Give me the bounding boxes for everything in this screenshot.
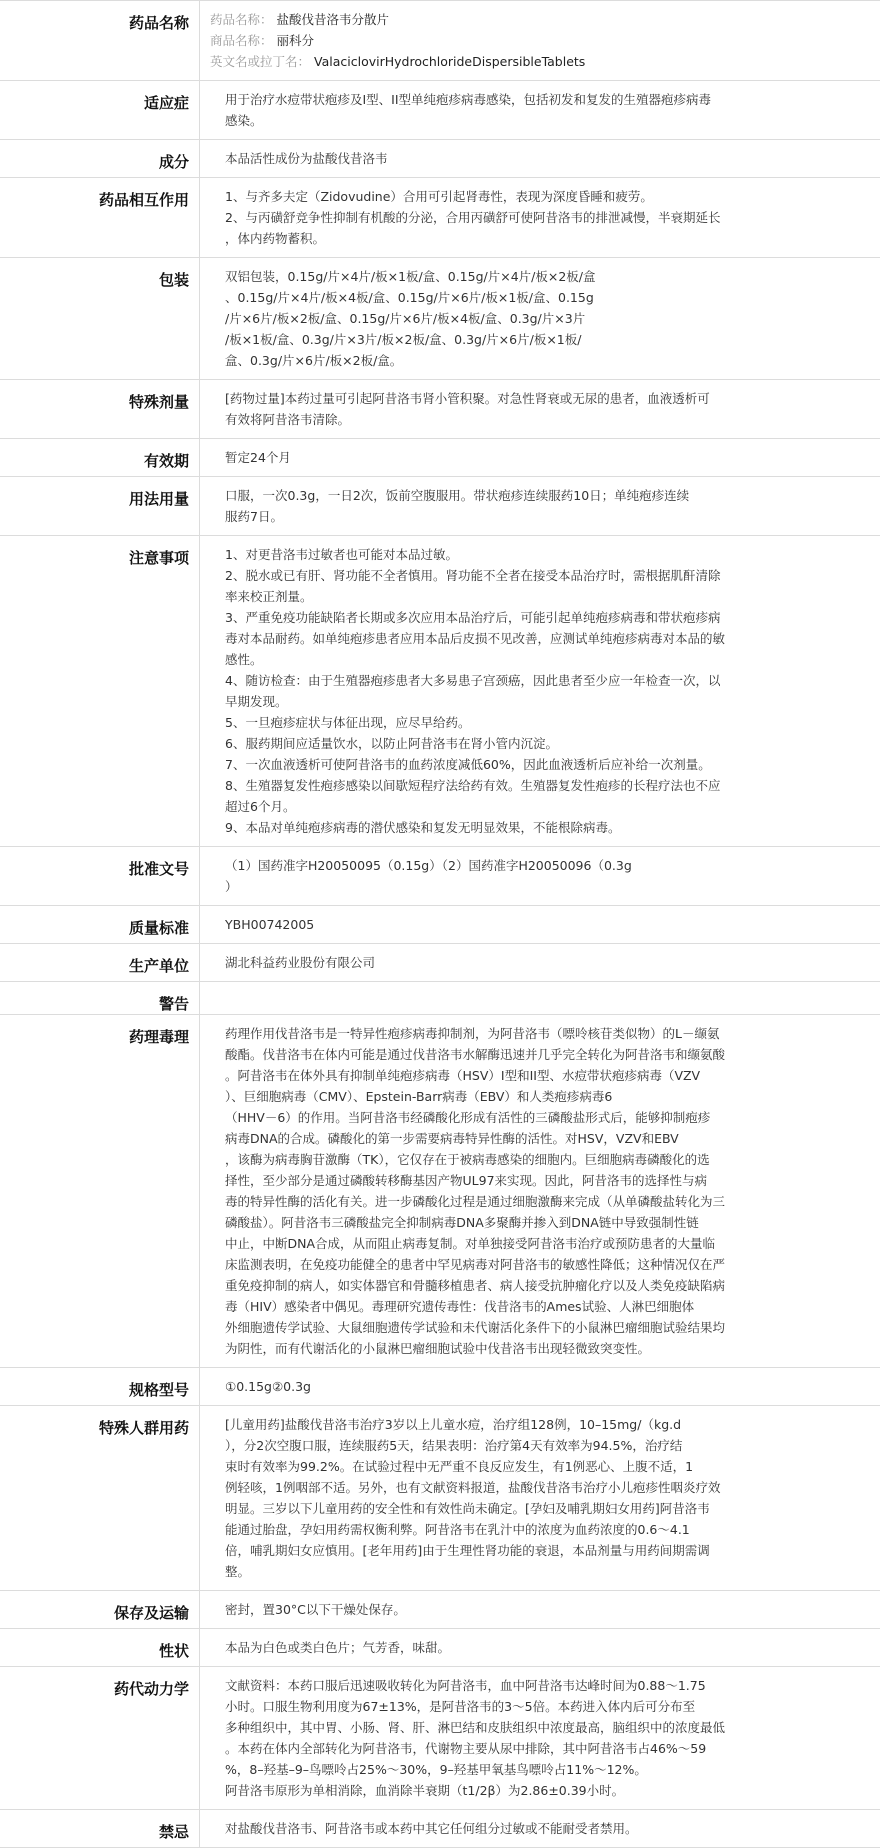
text-line: [儿童用药]盐酸伐昔洛韦治疗3岁以上儿童水痘，治疗组128例，10–15mg/（kg.d bbox=[225, 1417, 682, 1432]
text-line: ），分2次空腹口服，连续服药5天，结果表明：治疗第4天有效率为94.5%，治疗结 bbox=[225, 1438, 683, 1453]
text-line: 。阿昔洛韦在体外具有抑制单纯疱疹病毒（HSV）I型和II型、水痘带状疱疹病毒（VZV bbox=[225, 1068, 701, 1083]
text-line: （HHV－6）的作用。当阿昔洛韦经磷酸化形成有活性的三磷酸盐形式后，能够抑制疱疹 bbox=[225, 1110, 711, 1125]
english-name-value: ValaciclovirHydrochlorideDispersibleTablets bbox=[314, 54, 586, 69]
text-line: 病毒DNA的合成。磷酸化的第一步需要病毒特异性酶的活性。对HSV，VZV和EBV bbox=[225, 1131, 679, 1146]
row-label: 特殊人群用药 bbox=[0, 1406, 200, 1590]
row-section bbox=[0, 380, 880, 439]
row-value bbox=[200, 536, 880, 846]
row-label: 注意事项 bbox=[0, 536, 200, 846]
text-line: 9、本品对单纯疱疹病毒的潜伏感染和复发无明显效果，不能根除病毒。 bbox=[225, 820, 621, 835]
row-section bbox=[0, 906, 880, 944]
text-line: 磷酸盐）。阿昔洛韦三磷酸盐完全抑制病毒DNA多聚酶并掺入到DNA链中导致强制性链 bbox=[225, 1215, 699, 1230]
row-label: 质量标准 bbox=[0, 906, 200, 943]
text-line: 8、生殖器复发性疱疹感染以间歇短程疗法给药有效。生殖器复发性疱疹的长程疗法也不应 bbox=[225, 778, 721, 793]
row-label: 生产单位 bbox=[0, 944, 200, 981]
text-line: 感性。 bbox=[225, 652, 263, 667]
row-value bbox=[200, 477, 880, 535]
row-label: 用法用量 bbox=[0, 477, 200, 535]
row-value bbox=[200, 178, 880, 257]
row-value bbox=[200, 906, 880, 943]
text-line: /板×1板/盒、0.3g/片×3片/板×2板/盒、0.3g/片×6片/板×1板/ bbox=[225, 332, 582, 347]
text-line: 。本药在体内全部转化为阿昔洛韦，代谢物主要从尿中排除，其中阿昔洛韦占46%～59 bbox=[225, 1741, 707, 1756]
text-line: 暂定24个月 bbox=[225, 450, 291, 465]
row-value bbox=[200, 140, 880, 177]
text-line: 毒对本品耐药。如单纯疱疹患者应用本品后皮损不见改善，应测试单纯疱疹病毒对本品的敏 bbox=[225, 631, 726, 646]
row-label: 保存及运输 bbox=[0, 1591, 200, 1628]
row-label: 规格型号 bbox=[0, 1368, 200, 1405]
generic-name-key: 药品名称： bbox=[210, 12, 273, 27]
text-line: ①0.15g②0.3g bbox=[225, 1379, 311, 1394]
text-line: 阿昔洛韦原形为单相消除，血消除半衰期（t1/2β）为2.86±0.39小时。 bbox=[225, 1783, 625, 1798]
row-value bbox=[200, 1, 880, 80]
trade-name-key: 商品名称： bbox=[210, 33, 273, 48]
row-label: 药品名称 bbox=[0, 1, 200, 80]
text-line: 湖北科益药业股份有限公司 bbox=[225, 955, 376, 970]
text-line: [药物过量]本药过量可引起阿昔洛韦肾小管积聚。对急性肾衰或无尿的患者，血液透析可 bbox=[225, 391, 710, 406]
row-label: 性状 bbox=[0, 1629, 200, 1666]
text-line: 盒、0.3g/片×6片/板×2板/盒。 bbox=[225, 353, 403, 368]
row-value bbox=[200, 944, 880, 981]
text-line: 密封，置30°C以下干燥处保存。 bbox=[225, 1602, 406, 1617]
text-line: 重免疫抑制的病人，如实体器官和骨髓移植患者、病人接受抗肿瘤化疗以及人类免疫缺陷病 bbox=[225, 1278, 726, 1293]
row-label: 成分 bbox=[0, 140, 200, 177]
text-line: 药理作用伐昔洛韦是一特异性疱疹病毒抑制剂，为阿昔洛韦（嘌呤核苷类似物）的L－缬氨 bbox=[225, 1026, 720, 1041]
row-section bbox=[0, 81, 880, 140]
section-rows bbox=[0, 81, 880, 1848]
row-section bbox=[0, 178, 880, 258]
text-line: 1、对更昔洛韦过敏者也可能对本品过敏。 bbox=[225, 547, 458, 562]
text-line: 1、与齐多夫定（Zidovudine）合用可引起肾毒性，表现为深度昏睡和疲劳。 bbox=[225, 189, 653, 204]
row-label: 批准文号 bbox=[0, 847, 200, 905]
text-line: 有效将阿昔洛韦清除。 bbox=[225, 412, 351, 427]
text-line: 用于治疗水痘带状疱疹及I型、II型单纯疱疹病毒感染，包括初发和复发的生殖器疱疹病毒 bbox=[225, 92, 712, 107]
text-line: 早期发现。 bbox=[225, 694, 288, 709]
trade-name-line bbox=[210, 30, 800, 51]
text-line: 、0.15g/片×4片/板×4板/盒、0.15g/片×6片/板×1板/盒、0.15g bbox=[225, 290, 594, 305]
text-line: 多种组织中，其中胃、小肠、肾、肝、淋巴结和皮肤组织中浓度最高，脑组织中的浓度最低 bbox=[225, 1720, 726, 1735]
text-line: 率来校正剂量。 bbox=[225, 589, 313, 604]
text-line: 酸酯。伐昔洛韦在体内可能是通过伐昔洛韦水解酶迅速并几乎完全转化为阿昔洛韦和缬氨酸 bbox=[225, 1047, 726, 1062]
generic-name-value: 盐酸伐昔洛韦分散片 bbox=[276, 12, 390, 27]
row-label: 适应症 bbox=[0, 81, 200, 139]
text-line: /片×6片/板×2板/盒、0.15g/片×6片/板×4板/盒、0.3g/片×3片 bbox=[225, 311, 586, 326]
row-label: 药代动力学 bbox=[0, 1667, 200, 1809]
text-line: ，该酶为病毒胸苷激酶（TK），它仅存在于被病毒感染的细胞内。巨细胞病毒磷酸化的选 bbox=[225, 1152, 710, 1167]
row-section bbox=[0, 1667, 880, 1810]
row-section bbox=[0, 477, 880, 536]
text-line: 束时有效率为99.2%。在试验过程中无严重不良反应发生，有1例恶心、上腹不适，1 bbox=[225, 1459, 694, 1474]
text-line: 2、脱水或已有肝、肾功能不全者慎用。肾功能不全者在接受本品治疗时，需根据肌酐清除 bbox=[225, 568, 721, 583]
row-section bbox=[0, 1629, 880, 1667]
row-value bbox=[200, 982, 880, 1014]
row-value bbox=[200, 1591, 880, 1628]
row-value bbox=[200, 1629, 880, 1666]
row-value bbox=[200, 81, 880, 139]
text-line: 7、一次血液透析可使阿昔洛韦的血药浓度减低60%，因此血液透析后应补给一次剂量。 bbox=[225, 757, 711, 772]
text-line: 口服，一次0.3g，一日2次，饭前空腹服用。带状疱疹连续服药10日；单纯疱疹连续 bbox=[225, 488, 690, 503]
row-label: 特殊剂量 bbox=[0, 380, 200, 438]
row-value bbox=[200, 1368, 880, 1405]
text-line: 超过6个月。 bbox=[225, 799, 296, 814]
row-value bbox=[200, 1015, 880, 1367]
row-section bbox=[0, 1406, 880, 1591]
row-label: 药品相互作用 bbox=[0, 178, 200, 257]
text-line: 毒的特异性酶的活化有关。进一步磷酸化过程是通过细胞激酶来完成（从单磷酸盐转化为三 bbox=[225, 1194, 726, 1209]
row-label: 药理毒理 bbox=[0, 1015, 200, 1367]
row-section bbox=[0, 847, 880, 906]
text-line: 外细胞遗传学试验、大鼠细胞遗传学试验和未代谢活化条件下的小鼠淋巴瘤细胞试验结果均 bbox=[225, 1320, 726, 1335]
text-line: ，体内药物蓄积。 bbox=[225, 231, 326, 246]
row-label: 警告 bbox=[0, 982, 200, 1014]
row-section bbox=[0, 1368, 880, 1406]
text-line: 能通过胎盘，孕妇用药需权衡利弊。阿昔洛韦在乳汁中的浓度为血药浓度的0.6～4.1 bbox=[225, 1522, 690, 1537]
english-name-line bbox=[210, 51, 800, 72]
trade-name-value: 丽科分 bbox=[276, 33, 315, 48]
text-line: （1）国药准字H20050095（0.15g）（2）国药准字H20050096（0.3g bbox=[225, 858, 632, 873]
text-line: 中止，中断DNA合成，从而阻止病毒复制。对单独接受阿昔洛韦治疗或预防患者的大量临 bbox=[225, 1236, 716, 1251]
generic-name-line bbox=[210, 9, 800, 30]
text-line: 例轻咳，1例咽部不适。另外，也有文献资料报道，盐酸伐昔洛韦治疗小儿疱疹性咽炎疗效 bbox=[225, 1480, 721, 1495]
row-label: 有效期 bbox=[0, 439, 200, 476]
row-value bbox=[200, 1810, 880, 1847]
row-section bbox=[0, 536, 880, 847]
row-value bbox=[200, 1667, 880, 1809]
english-name-key: 英文名或拉丁名： bbox=[210, 54, 311, 69]
text-line: 双铝包装，0.15g/片×4片/板×1板/盒、0.15g/片×4片/板×2板/盒 bbox=[225, 269, 596, 284]
row-section bbox=[0, 140, 880, 178]
text-line: 4、随访检查：由于生殖器疱疹患者大多易患子宫颈癌，因此患者至少应一年检查一次，以 bbox=[225, 673, 721, 688]
row-value bbox=[200, 380, 880, 438]
text-line: 2、与丙磺舒竞争性抑制有机酸的分泌，合用丙磺舒可使阿昔洛韦的排泄减慢，半衰期延长 bbox=[225, 210, 721, 225]
row-section bbox=[0, 982, 880, 1015]
text-line: 为阴性，而有代谢活化的小鼠淋巴瘤细胞试验中伐昔洛韦出现轻微致突变性。 bbox=[225, 1341, 651, 1356]
text-line: 床监测表明，在免疫功能健全的患者中罕见病毒对阿昔洛韦的敏感性降低；这种情况仅在严 bbox=[225, 1257, 726, 1272]
text-line: 本品为白色或类白色片；气芳香，味甜。 bbox=[225, 1640, 451, 1655]
row-label: 包装 bbox=[0, 258, 200, 379]
text-line: 毒（HIV）感染者中偶见。毒理研究遗传毒性：伐昔洛韦的Ames试验、人淋巴细胞体 bbox=[225, 1299, 695, 1314]
text-line: 对盐酸伐昔洛韦、阿昔洛韦或本药中其它任何组分过敏或不能耐受者禁用。 bbox=[225, 1821, 638, 1836]
row-value bbox=[200, 1406, 880, 1590]
row-section bbox=[0, 944, 880, 982]
row-value bbox=[200, 847, 880, 905]
text-line: 择性，至少部分是通过磷酸转移酶基因产物UL97来实现。因此，阿昔洛韦的选择性与病 bbox=[225, 1173, 708, 1188]
text-line: 本品活性成份为盐酸伐昔洛韦 bbox=[225, 151, 388, 166]
text-line: 明显。三岁以下儿童用药的安全性和有效性尚未确定。[孕妇及哺乳期妇女用药]阿昔洛韦 bbox=[225, 1501, 710, 1516]
text-line: ）、巨细胞病毒（CMV）、Epstein-Barr病毒（EBV）和人类疱疹病毒6 bbox=[225, 1089, 613, 1104]
text-line: 文献资料：本药口服后迅速吸收转化为阿昔洛韦，血中阿昔洛韦达峰时间为0.88～1.75 bbox=[225, 1678, 706, 1693]
row-section bbox=[0, 1810, 880, 1848]
row-section bbox=[0, 1591, 880, 1629]
text-line: 6、服药期间应适量饮水，以防止阿昔洛韦在肾小管内沉淀。 bbox=[225, 736, 558, 751]
text-line: 服药7日。 bbox=[225, 509, 283, 524]
text-line: ） bbox=[225, 879, 238, 894]
text-line: YBH00742005 bbox=[225, 917, 315, 932]
text-line: %，8–羟基–9–鸟嘌呤占25%～30%，9–羟基甲氧基鸟嘌呤占11%～12%。 bbox=[225, 1762, 647, 1777]
row-section bbox=[0, 1015, 880, 1368]
row-section bbox=[0, 439, 880, 477]
row-section bbox=[0, 258, 880, 380]
text-line: 整。 bbox=[225, 1564, 251, 1579]
text-line: 3、严重免疫功能缺陷者长期或多次应用本品治疗后，可能引起单纯疱疹病毒和带状疱疹病 bbox=[225, 610, 721, 625]
text-line: 倍，哺乳期妇女应慎用。[老年用药]由于生理性肾功能的衰退，本品剂量与用药间期需调 bbox=[225, 1543, 710, 1558]
row-drug-name bbox=[0, 1, 880, 81]
text-line: 感染。 bbox=[225, 113, 263, 128]
row-value bbox=[200, 439, 880, 476]
row-label: 禁忌 bbox=[0, 1810, 200, 1847]
text-line: 5、一旦疱疹症状与体征出现，应尽早给药。 bbox=[225, 715, 471, 730]
row-value bbox=[200, 258, 880, 379]
text-line: 小时。口服生物利用度为67±13%，是阿昔洛韦的3～5倍。本药进入体内后可分布至 bbox=[225, 1699, 696, 1714]
